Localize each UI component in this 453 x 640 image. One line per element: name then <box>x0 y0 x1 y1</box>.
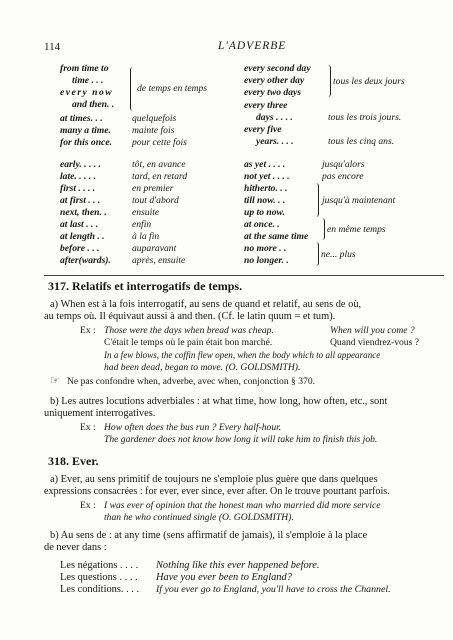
translation: pas encore <box>322 171 364 182</box>
example: In a few blows, the coffin flew open, when the body which to all appearance <box>104 350 381 360</box>
phrase: at last . . . <box>60 219 99 230</box>
section-title: 317. Relatifs et interrogatifs de temps. <box>48 279 243 293</box>
translation: tôt, en avance <box>132 159 186 170</box>
phrase: hitherto. . . <box>244 183 288 194</box>
translation: en même temps <box>327 224 386 235</box>
divider <box>44 275 444 276</box>
example: C'était le temps où le pain était bon marché. <box>104 337 273 348</box>
phrase: up to now. <box>244 207 285 218</box>
phrase: before . . . <box>60 243 100 254</box>
translation: tout d'abord <box>132 195 179 206</box>
paragraph: au temps où. Il équivaut aussi à and then. (Cf. le latin quum = et tum). <box>44 311 336 322</box>
translation: auparavant <box>132 243 177 254</box>
example-label: Ex : <box>80 500 96 511</box>
translation: ensuite <box>132 207 160 218</box>
brace <box>314 242 319 266</box>
paragraph: uniquement interrogatives. <box>44 408 156 419</box>
translation: à la fin <box>132 231 160 242</box>
brace <box>320 218 325 240</box>
paragraph: a) Ever, au sens primitif de toujours ne s'emploie plus guère que dans quelques <box>50 474 378 485</box>
usage-label: Les conditions. . . . <box>60 584 140 595</box>
translation: tous les trois jours. <box>328 112 402 123</box>
pointing-hand-icon: ☞ <box>50 375 60 387</box>
example: I was ever of opinion that the honest man who married did more service <box>104 500 381 511</box>
translation: quelquefois <box>132 113 177 124</box>
translation: jusqu'à maintenant <box>322 195 396 206</box>
phrase: at the same time <box>244 231 309 242</box>
phrase: many a time. <box>60 125 111 136</box>
phrase: every three <box>244 100 288 111</box>
phrase: every two days <box>244 87 302 98</box>
usage-label: Les questions . . . . <box>60 572 138 583</box>
translation: ne... plus <box>321 249 356 260</box>
phrase: and then. . <box>72 99 115 110</box>
example: than he who continued single (O. GOLDSMITH). <box>104 512 294 523</box>
translation: mainte fois <box>132 125 175 136</box>
paragraph: expressions consacrées : for ever, ever since, ever after. On le trouve pourtant parfois. <box>44 486 390 497</box>
example: When will you come ? <box>330 325 415 336</box>
phrase: at first . . . <box>60 195 101 206</box>
phrase: every five <box>244 124 282 135</box>
usage-label: Les négations . . . . <box>60 560 139 571</box>
phrase: till now. . . <box>244 195 286 206</box>
phrase: not yet . . . . <box>244 171 290 182</box>
translation: tous les cinq ans. <box>328 136 395 147</box>
brace <box>314 183 319 217</box>
section-title: 318. Ever. <box>48 454 99 468</box>
phrase: for this once. <box>60 137 112 148</box>
paragraph: b) Au sens de : at any time (sens affirmatif de jamais), il s'emploie à la place <box>50 530 368 541</box>
phrase: no longer. . <box>244 255 289 266</box>
phrase: years. . . . <box>256 136 294 147</box>
paragraph: a) When est à la fois interrogatif, au sens de quand et relatif, au sens de où, <box>50 299 362 310</box>
translation: enfin <box>132 219 152 230</box>
example: How often does the bus run ? Every half-hour. <box>104 422 282 433</box>
phrase: no more . . <box>244 243 287 254</box>
translation: tous les deux jours <box>333 76 405 87</box>
example-label: Ex : <box>80 325 96 336</box>
phrase: every other day <box>244 75 305 86</box>
example: The gardener does not know how long it will take him to finish this job. <box>104 434 378 445</box>
phrase: time . . . <box>72 75 104 86</box>
page-number: 114 <box>44 41 61 53</box>
phrase: as yet . . . . <box>244 159 286 170</box>
phrase: next, then. . <box>60 207 107 218</box>
usage-example: Nothing like this ever happened before. <box>156 560 320 571</box>
translation: de temps en temps <box>137 83 208 94</box>
usage-example: If you ever go to England, you'll have to cross the Channel. <box>156 584 391 595</box>
running-title: L'ADVERBE <box>218 40 287 52</box>
example: Those were the days when bread was cheap. <box>104 325 274 336</box>
translation: tard, en retard <box>132 171 188 182</box>
phrase: at once. . <box>244 219 280 230</box>
translation: après, ensuite <box>132 255 186 266</box>
note: Ne pas confondre when, adverbe, avec when, conjonction § 370. <box>67 376 316 387</box>
usage-example: Have you ever been to England? <box>156 572 292 583</box>
phrase: days . . . . <box>256 112 293 123</box>
phrase: late. . . . . <box>60 171 96 182</box>
brace <box>326 65 331 97</box>
paragraph: b) Les autres locutions adverbiales : at what time, how long, how often, etc., sont <box>50 396 388 407</box>
phrase: from time to <box>60 63 109 74</box>
phrase: every second day <box>244 63 311 74</box>
example: Quand viendrez-vous ? <box>330 337 419 348</box>
paragraph: de never dans : <box>44 542 107 553</box>
example-label: Ex : <box>80 422 96 433</box>
phrase: after(wards). <box>60 255 111 266</box>
phrase: every now <box>60 87 114 98</box>
phrase: first . . . . <box>60 183 96 194</box>
translation: pour cette fois <box>132 137 187 148</box>
brace <box>130 67 135 111</box>
translation: jusqu'alors <box>322 159 365 170</box>
phrase: at length . . <box>60 231 105 242</box>
phrase: at times. . . <box>60 113 103 124</box>
translation: en premier <box>132 183 174 194</box>
phrase: early. . . . . <box>60 159 101 170</box>
example: had been dead, began to move. (O. GOLDSMITH). <box>104 362 301 373</box>
